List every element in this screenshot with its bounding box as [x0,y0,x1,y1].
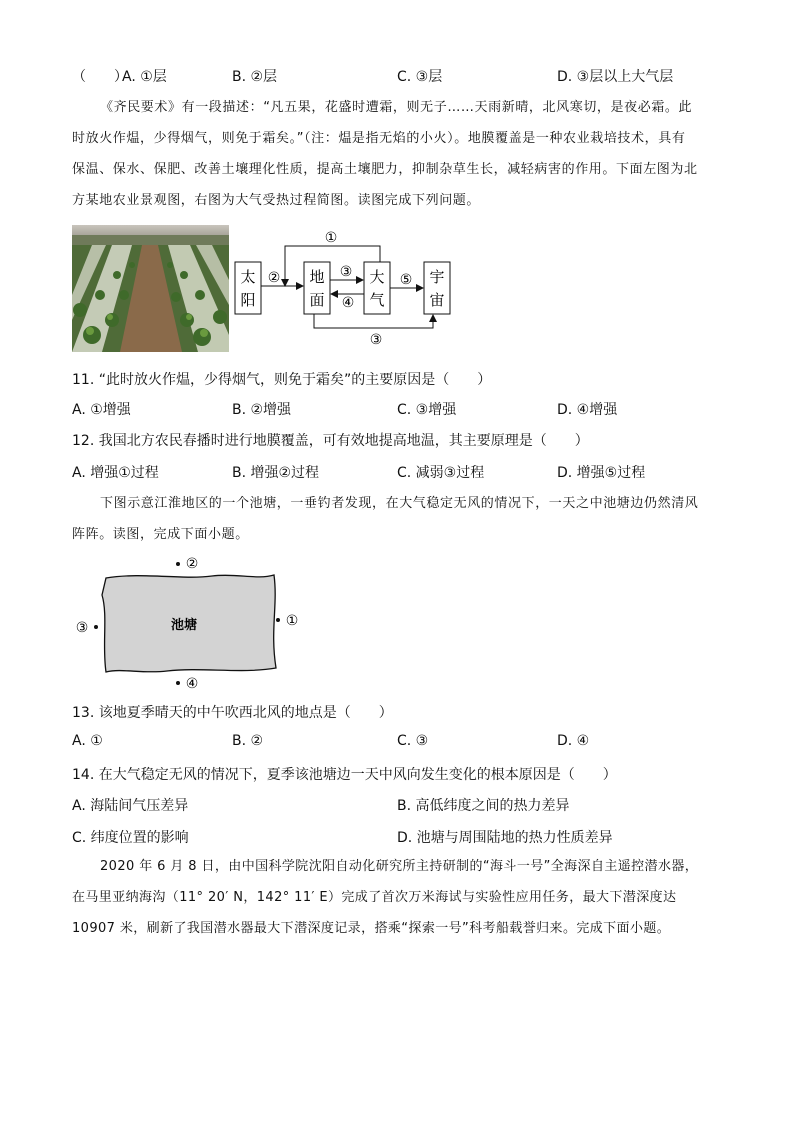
intro1-line: 时放火作煴，少得烟气，则免于霜矣。”（注：煴是指无焰的小火）。地膜覆盖是一种农业栽培技术，具有 [72,131,686,146]
intro2-line: 阵阵。读图，完成下面小题。 [72,527,249,542]
q14-option-b: B. 高低纬度之间的热力差异 [397,798,570,814]
intro-paragraph-3 [72,851,722,944]
q10-option-a: A. ①层 [122,69,167,85]
q10-option-b: B. ②层 [232,69,278,85]
point-1-dot [276,618,280,622]
q12-option-a: A. 增强①过程 [72,465,159,481]
sun-label-2: 阳 [240,291,256,309]
intro1-line: 保温、保水、保肥、改善土壤理化性质，提高土壤肥力，抑制杂草生长，减轻病害的作用。下面左图为北 [72,162,698,177]
q12-option-c: C. 减弱③过程 [397,465,485,481]
sun-label-1: 太 [240,268,256,286]
q14-option-a: A. 海陆间气压差异 [72,798,189,814]
q10-option-d: D. ③层以上大气层 [557,69,674,85]
q11-option-c: C. ③增强 [397,402,457,418]
q10-prefix: （ ） [72,69,128,85]
ground-label-2: 面 [309,291,325,309]
q13-option-c: C. ③ [397,733,429,749]
pond-svg [72,550,312,695]
ground-label-1: 地 [309,268,325,286]
q11-stem: 11. “此时放火作煴，少得烟气，则免于霜矣”的主要原因是（ ） [72,372,492,388]
arrow-4-label: ④ [341,295,355,311]
pond-label: 池塘 [170,618,198,633]
q13-option-d: D. ④ [557,733,590,749]
q14-stem: 14. 在大气稳定无风的情况下，夏季该池塘边一天中风向发生变化的根本原因是（ ） [72,767,617,783]
arrow-2-label: ② [267,270,281,286]
q10-option-row [72,66,128,86]
intro3-line: 在马里亚纳海沟（11° 20′ N，142° 11′ E）完成了首次万米海试与实验性应用任务，最大下潜深度达 [72,890,677,905]
intro3-line: 2020 年 6 月 8 日，由中国科学院沈阳自动化研究所主持研制的“海斗一号”全海深自主遥控潜水器， [100,859,699,874]
arrow-5-label: ⑤ [399,272,413,288]
q13-option-a: A. ① [72,733,103,749]
arrow-3a-label: ③ [339,264,353,280]
farmland-photo [72,225,229,352]
intro-paragraph-1 [72,92,722,216]
arrow-1-label: ① [324,230,338,246]
q11-option-b: B. ②增强 [232,402,292,418]
diagram-svg [228,222,458,352]
intro2-line: 下图示意江淮地区的一个池塘，一垂钓者发现，在大气稳定无风的情况下，一天之中池塘边仍然清风 [100,496,699,511]
intro3-line: 10907 米，刷新了我国潜水器最大下潜深度记录，搭乘“探索一号”科考船载誉归来。完成下面小题。 [72,921,671,936]
q14-option-d: D. 池塘与周围陆地的热力性质差异 [397,830,613,846]
arrow-3b [314,314,433,328]
point-4-label: ④ [185,676,199,692]
atmosphere-heating-diagram [228,222,458,352]
point-2-dot [176,562,180,566]
atmosphere-label-1: 大 [369,268,385,286]
q12-option-b: B. 增强②过程 [232,465,320,481]
point-2-label: ② [185,556,199,572]
pond-diagram [72,550,312,695]
arrow-3b-label: ③ [369,332,383,348]
atmosphere-label-2: 气 [369,291,385,309]
point-4-dot [176,681,180,685]
q13-option-b: B. ② [232,733,264,749]
q13-stem: 13. 该地夏季晴天的中午吹西北风的地点是（ ） [72,705,393,721]
intro-paragraph-2 [72,488,722,550]
point-3-dot [94,625,98,629]
q10-option-c: C. ③层 [397,69,443,85]
space-label-1: 宇 [429,268,445,286]
q12-stem: 12. 我国北方农民春播时进行地膜覆盖，可有效地提高地温，其主要原理是（ ） [72,433,589,449]
point-1-label: ① [285,613,299,629]
q14-option-c: C. 纬度位置的影响 [72,830,189,846]
intro1-line: 方某地农业景观图，右图为大气受热过程简图。读图完成下列问题。 [72,193,481,208]
q12-option-d: D. 增强⑤过程 [557,465,646,481]
intro1-line: 《齐民要术》有一段描述：“凡五果，花盛时遭霜，则无子……天雨新晴，北风寒切，是夜必霜。此 [100,100,693,115]
q11-option-a: A. ①增强 [72,402,131,418]
space-label-2: 宙 [429,291,445,309]
point-3-label: ③ [75,620,89,636]
q11-option-d: D. ④增强 [557,402,618,418]
